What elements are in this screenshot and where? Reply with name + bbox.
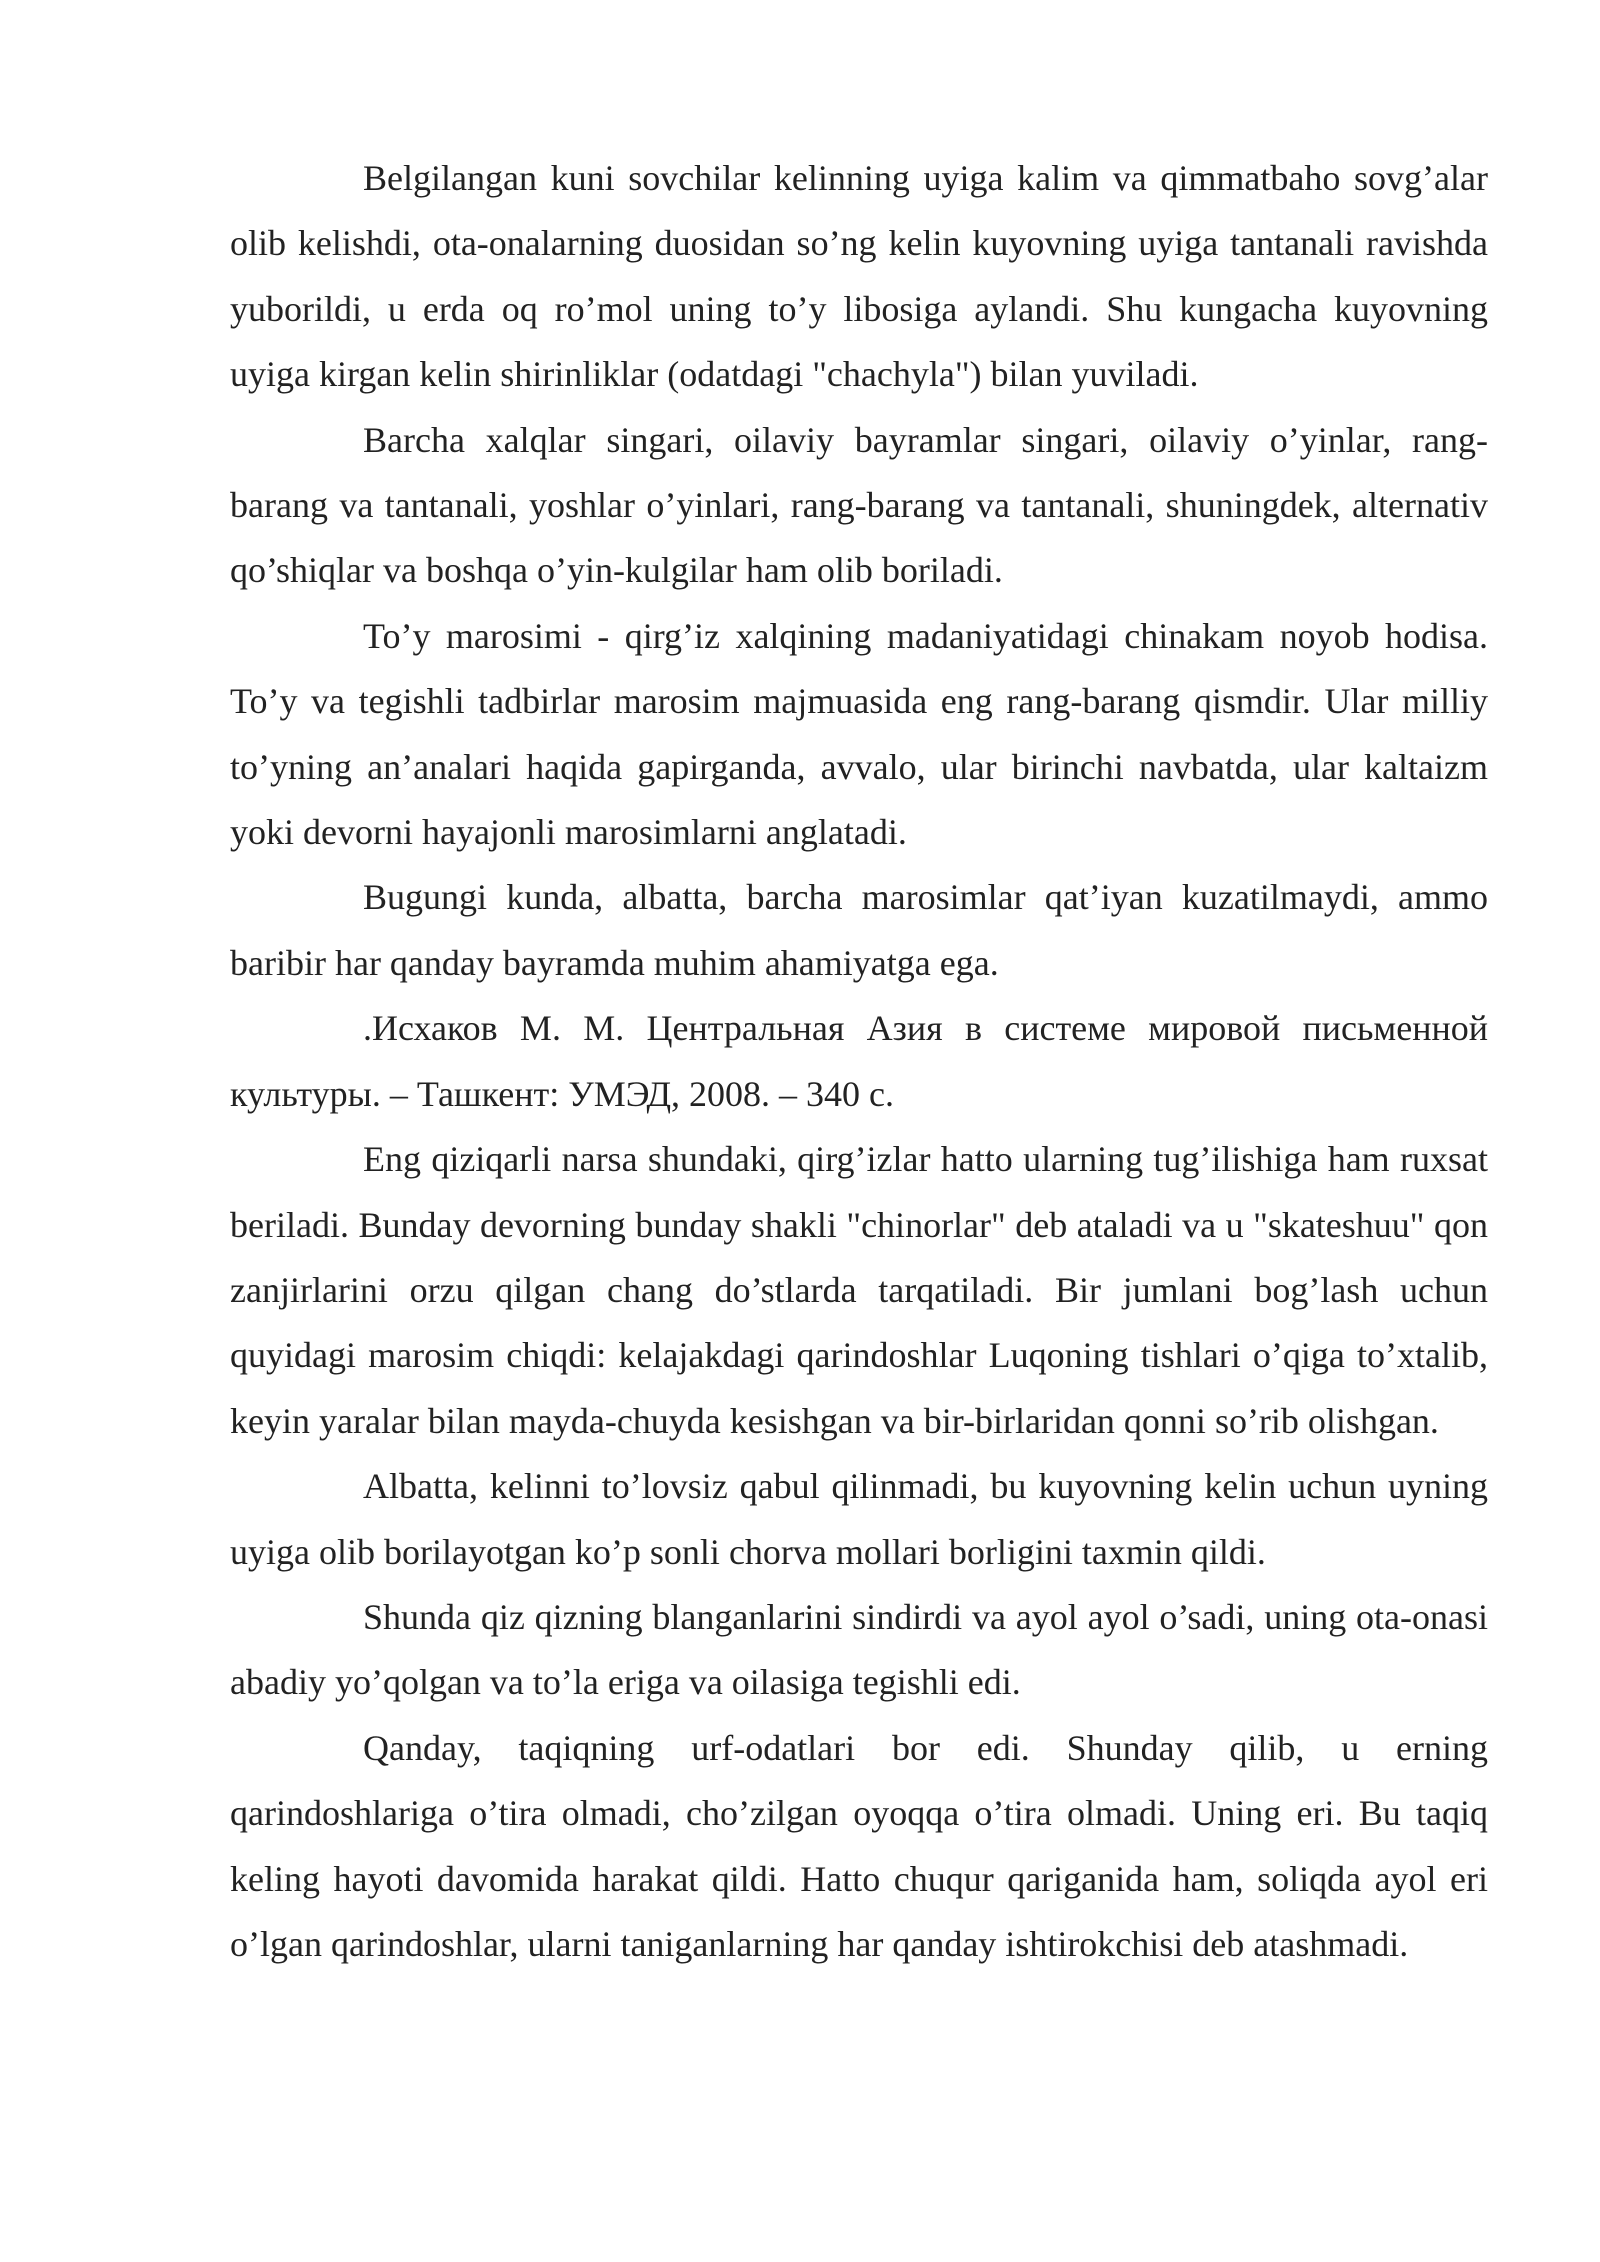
paragraph-family-celebrations: Barcha xalqlar singari, oilaviy bayramlar singari, oilaviy o’yinlar, rang-barang va tantanali, yoshlar o’yinlari, rang-barang va tantanali, shuningdek, alternativ qo’shiqlar va boshqa o’yin-kulgilar ham olib boriladi. [230,419,1488,591]
paragraph-wedding-gifts: Belgilangan kuni sovchilar kelinning uyiga kalim va qimmatbaho sovg’alar olib kelishdi, ota-onalarning duosidan so’ng kelin kuyovning uyiga tantanali ravishda yuborildi, u erda oq ro’mol uning to’y libosiga aylandi. Shu kungacha kuyovning uyiga kirgan kelin shirinliklar (odatdagi "chachyla") bilan yuviladi. [230,158,1488,395]
paragraph-modern-rituals: Bugungi kunda, albatta, barcha marosimlar qat’iyan kuzatilmaydi, ammo baribir har qanday bayramda muhim ahamiyatga ega. [230,877,1488,983]
paragraph-taboo-customs: Qanday, taqiqning urf-odatlari bor edi. Shunday qilib, u erning qarindoshlariga o’tira olmadi, cho’zilgan oyoqqa o’tira olmadi. Uning eri. Bu taqiq keling hayoti davomida harakat qildi. Hatto chuqur qariganida ham, soliqda ayol eri o’lgan qarindoshlar, ularni taniganlarning har qanday ishtirokchisi deb atashmadi. [230,1727,1488,1964]
paragraph-wedding-ceremony: To’y marosimi - qirg’iz xalqining madaniyatidagi chinakam noyob hodisa. To’y va tegishli tadbirlar marosim majmuasida eng rang-barang qismdir. Ular milliy to’yning an’analari haqida gapirganda, avvalo, ular birinchi navbatda, ular kaltaizm yoki devorni hayajonli marosimlarni anglatadi. [230,615,1488,853]
paragraph-bride-price: Albatta, kelinni to’lovsiz qabul qilinmadi, bu kuyovning kelin uchun uyning uyiga olib borilayotgan ko’p sonli chorva mollari borligini taxmin qildi. [230,1466,1488,1572]
document-body [230,146,1488,1977]
paragraph-blood-brotherhood: Eng qiziqarli narsa shundaki, qirg’izlar hatto ularning tug’ilishiga ham ruxsat beriladi. Bunday devorning bunday shakli "chinorlar" deb ataladi va u "skateshuu" qon zanjirlarini orzu qilgan chang do’stlarda tarqatiladi. Bir jumlani bog’lash uchun quyidagi marosim chiqdi: kelajakdagi qarindoshlar Luqoning tishlari o’qiga to’xtalib, keyin yaralar bilan mayda-chuyda kesishgan va bir-birlaridan qonni so’rib olishgan. [230,1139,1488,1441]
paragraph-reference: .Исхаков М. М. Центральная Азия в системе мировой письменной культуры. – Ташкент: УМЭД, 2008. – 340 с. [230,1008,1488,1114]
paragraph-bride-family: Shunda qiz qizning blanganlarini sindirdi va ayol ayol o’sadi, uning ota-onasi abadiy yo’qolgan va to’la eriga va oilasiga tegishli edi. [230,1596,1488,1703]
